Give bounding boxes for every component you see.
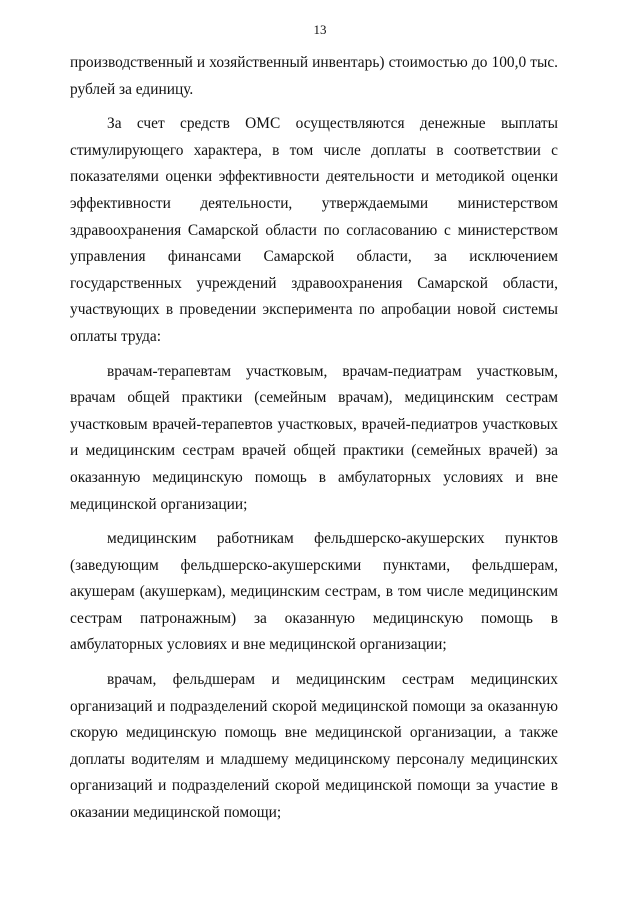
document-body: [70, 50, 558, 827]
paragraph-feldsher-staff: [70, 526, 558, 659]
text-line: амбулаторных условиях и вне медицинской организации;: [70, 636, 447, 654]
text-line: и медицинским сестрам врачей общей практики (семейных врачей) за: [70, 442, 558, 460]
text-line: участвующих в проведении эксперимента по апробации новой системы: [70, 301, 558, 319]
text-line: сестрам патронажным) за оказанную медицинскую помощь в: [70, 609, 558, 627]
text-line: скорую медицинскую помощь вне медицинской организации, а также: [70, 724, 558, 742]
text-line: оплаты труда:: [70, 327, 162, 345]
paragraph-continuation: [70, 50, 558, 103]
text-line: организаций и подразделений скорой медицинской помощи за оказанную: [70, 697, 558, 715]
text-line: врачам, фельдшерам и медицинским сестрам медицинских: [107, 671, 558, 689]
text-line: оказанную медицинскую помощь в амбулаторных условиях и вне: [70, 468, 558, 486]
text-line: доплаты водителям и младшему медицинскому персоналу медицинских: [70, 750, 558, 768]
text-line: врачам общей практики (семейным врачам), медицинским сестрам: [70, 389, 558, 407]
text-line: показателями оценки эффективности деятельности и методикой оценки: [70, 168, 558, 186]
text-line: врачам-терапевтам участковым, врачам-педиатрам участковым,: [107, 362, 558, 380]
text-line: За счет средств ОМС осуществляются денежные выплаты: [107, 115, 558, 133]
text-line: медицинской организации;: [70, 495, 248, 513]
text-line: эффективности деятельности, утверждаемыми министерством: [70, 194, 558, 212]
text-line: государственных учреждений здравоохранения Самарской области,: [70, 274, 558, 292]
paragraph-doctors-district: [70, 359, 558, 519]
text-line: медицинским работникам фельдшерско-акушерских пунктов: [107, 530, 558, 548]
text-line: (заведующим фельдшерско-акушерскими пунктами, фельдшерам,: [70, 556, 558, 574]
text-line: организаций и подразделений скорой медицинской помощи за участие в: [70, 777, 558, 795]
page-number: 13: [313, 22, 327, 37]
text-line: акушерам (акушеркам), медицинским сестрам, в том числе медицинским: [70, 583, 558, 601]
paragraph-oms-payments: [70, 111, 558, 350]
text-line: рублей за единицу.: [70, 80, 194, 98]
text-line: производственный и хозяйственный инвентарь) стоимостью до 100,0 тыс.: [70, 54, 558, 71]
text-line: здравоохранения Самарской области по согласованию с министерством: [70, 221, 558, 239]
text-line: участковым врачей-терапевтов участковых, врачей-педиатров участковых: [70, 415, 558, 433]
text-line: оказании медицинской помощи;: [70, 804, 282, 822]
text-line: управления финансами Самарской области, за исключением: [70, 248, 558, 266]
text-line: стимулирующего характера, в том числе доплаты в соответствии с: [70, 141, 558, 159]
paragraph-ambulance-staff: [70, 667, 558, 827]
